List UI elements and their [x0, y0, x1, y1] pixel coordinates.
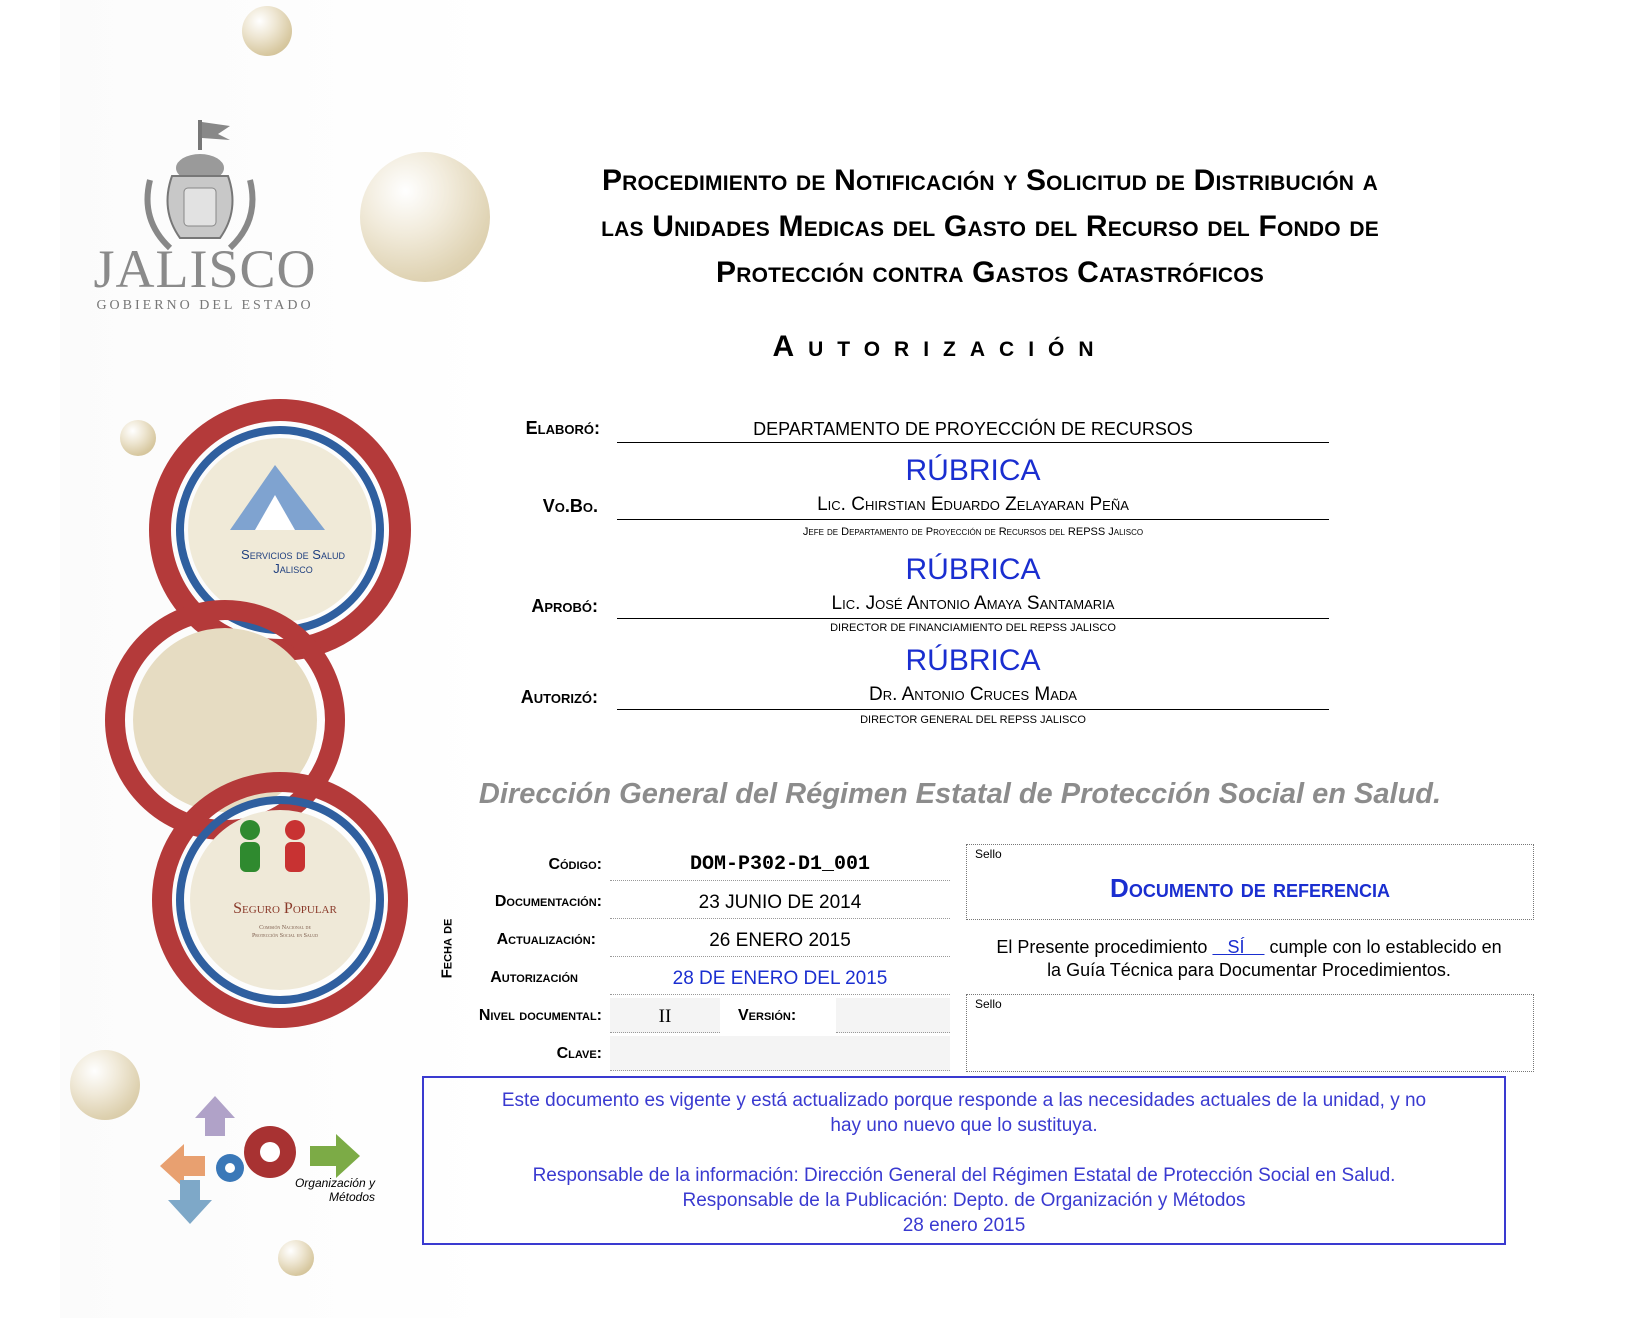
vobo-rubrica: RÚBRICA: [905, 454, 1041, 487]
statement-after: cumple con lo establecido en: [1264, 937, 1502, 957]
autorizacion-heading: Autorización: [772, 330, 1108, 363]
vobo-name: Lic. Chirstian Eduardo Zelayaran Peña: [817, 494, 1129, 515]
autorizacion-label: Autorización: [490, 969, 578, 986]
notice-line-4: Responsable de la Publicación: Depto. de Organización y Métodos: [682, 1190, 1246, 1211]
seguro-sub-line2: Protección Social en Salud: [251, 933, 319, 939]
documentacion-label: Documentación:: [494, 893, 602, 910]
autorizo-name: Dr. Antonio Cruces Mada: [869, 684, 1077, 705]
nivel-documental-value: II: [610, 998, 720, 1033]
notice-line-3: Responsable de la información: Dirección General del Régimen Estatal de Protección Social en Salud.: [532, 1165, 1396, 1186]
autorizacion-value: 28 DE ENERO DEL 2015: [610, 960, 950, 995]
notice-line-5: 28 enero 2015: [902, 1215, 1026, 1236]
autorizo-role: DIRECTOR GENERAL DEL REPSS JALISCO: [860, 714, 1086, 726]
om-logo-line2: Métodos: [328, 1190, 375, 1204]
statement-before: El Presente procedimiento: [996, 937, 1213, 957]
actualizacion-value: 26 ENERO 2015: [610, 922, 950, 957]
vobo-role: Jefe de Departamento de Proyección de Recursos del REPSS Jalisco: [802, 526, 1144, 538]
sello-box-referencia: [966, 844, 1534, 920]
statement-si-text: SÍ: [1227, 937, 1245, 957]
fecha-de-text: Fecha de: [438, 918, 456, 979]
aprobo-rubrica: RÚBRICA: [905, 553, 1041, 586]
salud-logo-text: [218, 548, 368, 576]
notice-line-1: Este documento es vigente y está actualizado porque responde a las necesidades actuales de la unidad, y no: [501, 1090, 1427, 1111]
clave-value: [610, 1036, 950, 1071]
om-logo-line1: Organización y: [294, 1176, 375, 1190]
clave-label: Clave:: [556, 1045, 602, 1062]
vobo-label: Vo.Bo.: [542, 496, 598, 516]
elaboro-label: Elaboró:: [525, 418, 600, 438]
sello-label-1: Sello: [975, 847, 1002, 861]
statement-si: [1212, 937, 1264, 957]
seguro-popular-name: Seguro Popular: [233, 900, 337, 917]
notice-spacer: [424, 1138, 1504, 1163]
documento-referencia-text: Documento de referencia: [1110, 873, 1390, 903]
jalisco-logo: [80, 110, 330, 340]
decorative-orb: [242, 6, 292, 56]
sello-label-2: Sello: [975, 997, 1002, 1011]
statement-line-2: la Guía Técnica para Documentar Procedimientos.: [1047, 960, 1451, 980]
salud-logo-line2: Jalisco: [273, 561, 313, 576]
aprobo-name: Lic. José Antonio Amaya Santamaria: [831, 593, 1115, 614]
actualizacion-label: Actualización:: [496, 931, 596, 948]
decorative-orb: [70, 1050, 140, 1120]
version-value: [836, 998, 950, 1033]
autorizo-label: Autorizó:: [520, 687, 598, 707]
fecha-de-vertical-label: [430, 900, 460, 1010]
seguro-popular-sub: [205, 924, 365, 940]
jalisco-name: JALISCO: [93, 239, 317, 299]
statement-line-1: [966, 936, 1532, 959]
salud-logo-line1: Servicios de Salud: [241, 547, 345, 562]
version-label: Versión:: [738, 1007, 797, 1024]
direccion-general-heading: Dirección General del Régimen Estatal de Protección Social en Salud.: [478, 778, 1442, 810]
elaboro-value: DEPARTAMENTO DE PROYECCIÓN DE RECURSOS: [753, 419, 1193, 439]
title-line-2: las Unidades Medicas del Gasto del Recurso del Fondo de: [601, 210, 1379, 243]
autorizo-rubrica: RÚBRICA: [905, 644, 1041, 677]
title-line-3: Protección contra Gastos Catastróficos: [716, 256, 1264, 289]
jalisco-subtitle: GOBIERNO DEL ESTADO: [96, 298, 314, 313]
organizacion-metodos-logo-icon: [160, 1096, 360, 1226]
sello-box-empty: [966, 994, 1534, 1072]
seguro-sub-line1: Comisión Nacional de: [259, 925, 311, 931]
documentacion-value: 23 JUNIO DE 2014: [610, 884, 950, 919]
codigo-label: Código:: [548, 856, 602, 873]
decorative-orb: [278, 1240, 314, 1276]
vigencia-notice-box: [422, 1076, 1506, 1245]
document-title: [430, 158, 1550, 296]
title-line-1: Procedimiento de Notificación y Solicitud de Distribución a: [601, 164, 1379, 197]
nivel-documental-label: Nivel documental:: [478, 1007, 602, 1024]
codigo-value: DOM-P302-D1_001: [610, 846, 950, 881]
aprobo-role: DIRECTOR DE FINANCIAMIENTO DEL REPSS JALISCO: [830, 622, 1116, 634]
om-logo-text: [255, 1176, 375, 1204]
aprobo-label: Aprobó:: [531, 596, 598, 616]
notice-line-2: hay uno nuevo que lo sustituya.: [830, 1115, 1098, 1136]
cumplimiento-statement: [966, 936, 1532, 982]
institutional-rings-graphic: [90, 390, 450, 1040]
